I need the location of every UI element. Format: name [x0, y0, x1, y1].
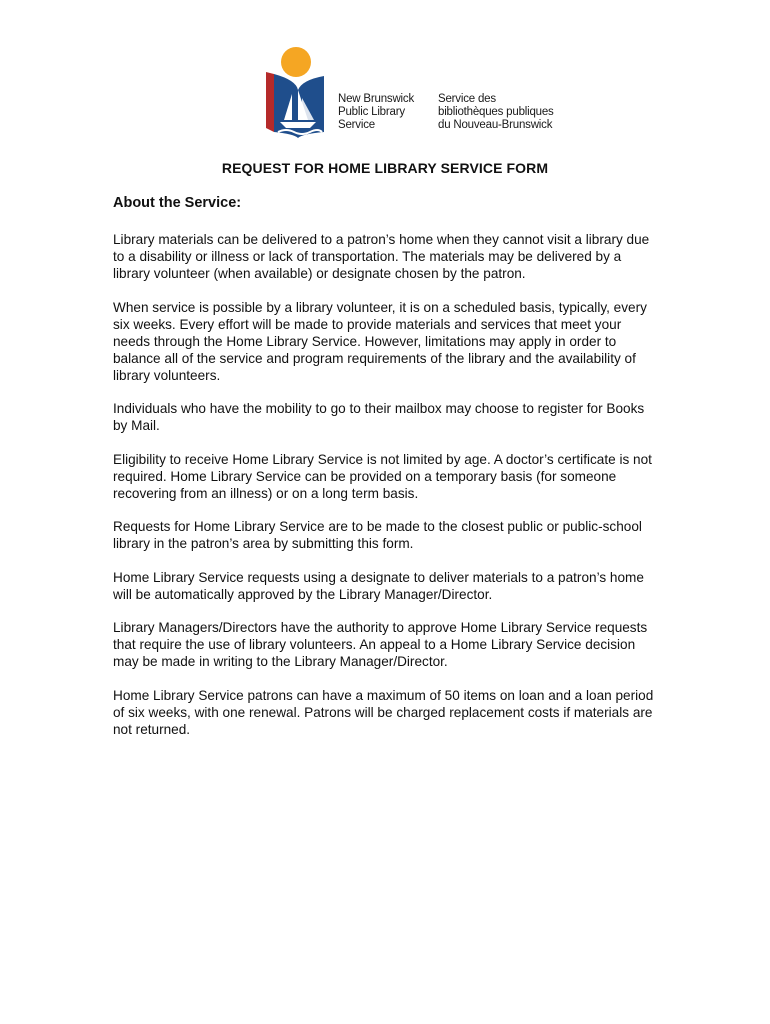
section-heading: About the Service: — [113, 195, 242, 211]
logo-line: bibliothèques publiques — [438, 106, 554, 118]
logo-line: Public Library — [338, 106, 405, 118]
logo-name-english — [338, 93, 414, 132]
nbpls-logo — [262, 46, 554, 140]
paragraph: Requests for Home Library Service are to be made to the closest public or public-school library in the patron’s area by submitting this form. — [113, 519, 642, 551]
paragraph: Home Library Service requests using a designate to deliver materials to a patron’s home will be automatically approved by the Library Manager/Director. — [113, 569, 644, 602]
paragraph: Library materials can be delivered to a patron’s home when they cannot visit a library due to a disability or illness or lack of transportation. The materials may be delivered by a library volunteer (when available) or designate chosen by the patron. — [113, 232, 650, 281]
paragraph: Home Library Service patrons can have a maximum of 50 items on loan and a loan period of six weeks, with one renewal. Patrons will be charged replacement costs if materials are not returned. — [113, 687, 654, 737]
paragraph: Individuals who have the mobility to go to their mailbox may choose to register for Books by Mail. — [113, 401, 645, 433]
logo-line: New Brunswick — [338, 93, 415, 105]
document-title: REQUEST FOR HOME LIBRARY SERVICE FORM — [221, 160, 549, 176]
logo-line: du Nouveau-Brunswick — [438, 119, 553, 131]
library-book-sun-icon — [262, 46, 332, 140]
logo-name-french — [438, 93, 554, 132]
document-body — [113, 231, 661, 754]
paragraph: When service is possible by a library volunteer, it is on a scheduled basis, typically, every six weeks. Every effort will be made to provide materials and services that meet your needs through the Home Library Service. However, limitations may apply in order to balance all of the service and program requirements of the library and the availability of library volunteers. — [113, 299, 647, 383]
paragraph: Library Managers/Directors have the authority to approve Home Library Service requests that require the use of library volunteers. An appeal to a Home Library Service decision may be made in writing to the Library Manager/Director. — [113, 620, 648, 669]
paragraph: Eligibility to receive Home Library Service is not limited by age. A doctor’s certificate is not required. Home Library Service can be provided on a temporary basis (for someone recovering from an illness) or on a long term basis. — [113, 451, 652, 501]
logo-line: Service des — [438, 93, 496, 105]
logo-line: Service — [338, 119, 375, 131]
